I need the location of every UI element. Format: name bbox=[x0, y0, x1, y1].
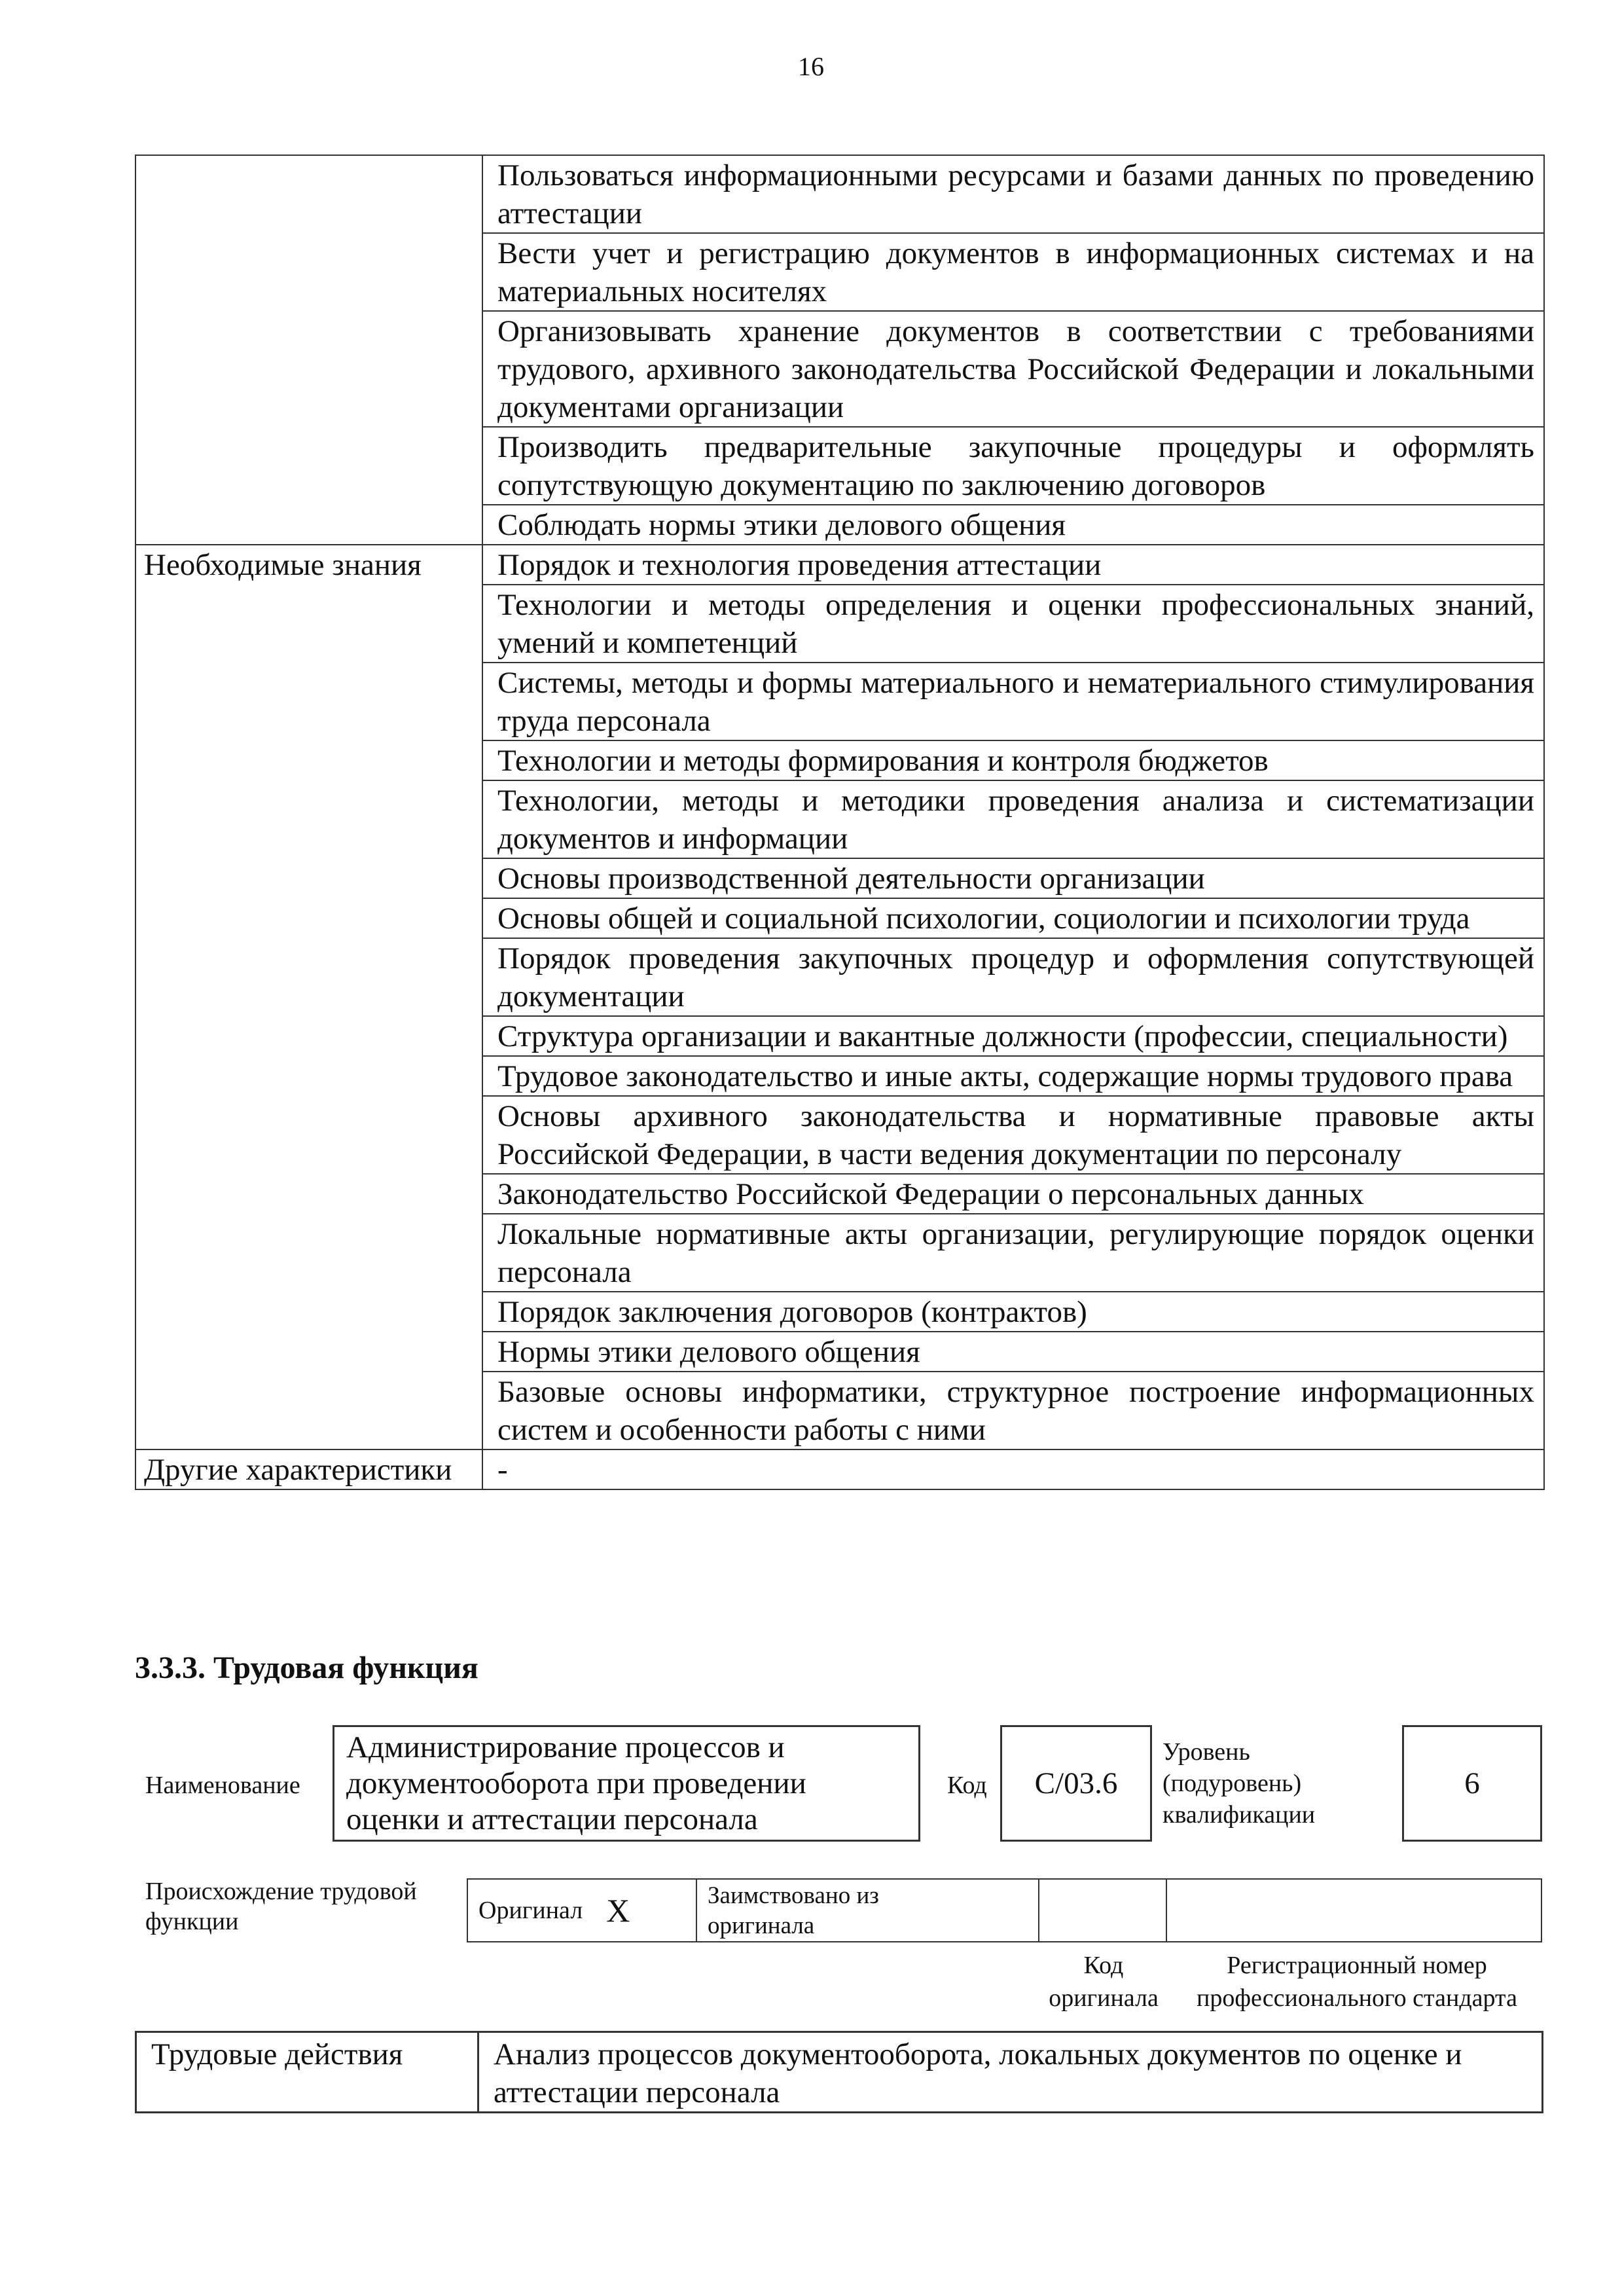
actions-value: Анализ процессов документооборота, локальных документов по оценке и аттестации персонала bbox=[478, 2032, 1543, 2113]
page-number: 16 bbox=[798, 52, 824, 81]
table-cell: Основы архивного законодательства и нормативные правовые акты Российской Федерации, в части ведения документации по персоналу bbox=[482, 1096, 1544, 1174]
table-cell: Структура организации и вакантные должности (профессии, специальности) bbox=[482, 1016, 1544, 1056]
borrowed-label: Заимствовано из оригинала bbox=[708, 1882, 879, 1939]
table-cell: Нормы этики делового общения bbox=[482, 1332, 1544, 1372]
section-header bbox=[135, 155, 482, 545]
function-code: С/03.6 bbox=[1000, 1725, 1152, 1842]
table-cell: Законодательство Российской Федерации о персональных данных bbox=[482, 1174, 1544, 1214]
table-cell: Технологии, методы и методики проведения анализа и систематизации документов и информации bbox=[482, 780, 1544, 858]
original-code-cell bbox=[1039, 1880, 1167, 1941]
table-cell: Основы общей и социальной психологии, социологии и психологии труда bbox=[482, 898, 1544, 938]
origin-row bbox=[467, 1878, 1542, 1942]
actions-label: Трудовые действия bbox=[136, 2032, 478, 2113]
borrowed-cell bbox=[697, 1880, 1039, 1941]
table-cell: Основы производственной деятельности организации bbox=[482, 858, 1544, 898]
name-label: Наименование bbox=[145, 1772, 300, 1799]
table-cell: - bbox=[482, 1449, 1544, 1489]
origin-label-text: Происхождение трудовой функции bbox=[145, 1878, 417, 1935]
original-mark: X bbox=[606, 1892, 630, 1929]
table-cell: Порядок заключения договоров (контрактов) bbox=[482, 1292, 1544, 1332]
caption-reg bbox=[1172, 1949, 1542, 2014]
section-header: Другие характеристики bbox=[135, 1449, 482, 1489]
level-label-text: Уровень (подуровень) квалификации bbox=[1162, 1738, 1316, 1829]
table-cell: Технологии и методы определения и оценки профессиональных знаний, умений и компетенций bbox=[482, 585, 1544, 663]
skills-knowledge-table bbox=[135, 155, 1545, 1490]
table-row bbox=[135, 155, 1544, 233]
origin-label bbox=[145, 1876, 460, 1937]
table-cell: Базовые основы информатики, структурное построение информационных систем и особенности работы с ними bbox=[482, 1372, 1544, 1449]
table-cell: Вести учет и регистрацию документов в информационных системах и на материальных носителях bbox=[482, 233, 1544, 311]
caption-reg-text: Регистрационный номер профессионального стандарта bbox=[1197, 1952, 1517, 2012]
table-cell: Пользоваться информационными ресурсами и базами данных по проведению аттестации bbox=[482, 155, 1544, 233]
table-cell: Технологии и методы формирования и контроля бюджетов bbox=[482, 740, 1544, 780]
table-cell: Соблюдать нормы этики делового общения bbox=[482, 505, 1544, 545]
actions-table bbox=[135, 2031, 1543, 2113]
table-cell: Организовывать хранение документов в соответствии с требованиями трудового, архивного законодательства Российской Федерации и локальными документами организации bbox=[482, 311, 1544, 427]
level-label bbox=[1162, 1736, 1316, 1831]
table-cell: Порядок проведения закупочных процедур и оформления сопутствующей документации bbox=[482, 938, 1544, 1016]
table-row bbox=[136, 2032, 1543, 2113]
reg-number-cell bbox=[1167, 1880, 1541, 1941]
caption-code bbox=[1038, 1949, 1169, 2014]
table-cell: Трудовое законодательство и иные акты, содержащие нормы трудового права bbox=[482, 1056, 1544, 1096]
section-header: Необходимые знания bbox=[135, 545, 482, 1449]
table-cell: Локальные нормативные акты организации, регулирующие порядок оценки персонала bbox=[482, 1214, 1544, 1292]
function-level: 6 bbox=[1402, 1725, 1542, 1842]
function-name: Администрирование процессов и документооборота при проведении оценки и аттестации персонала bbox=[333, 1725, 920, 1842]
table-row bbox=[135, 545, 1544, 585]
code-label: Код bbox=[947, 1772, 987, 1799]
table-cell: Порядок и технология проведения аттестации bbox=[482, 545, 1544, 585]
table-cell: Системы, методы и формы материального и нематериального стимулирования труда персонала bbox=[482, 663, 1544, 740]
table-cell: Производить предварительные закупочные процедуры и оформлять сопутствующую документацию по заключению договоров bbox=[482, 427, 1544, 505]
section-title: 3.3.3. Трудовая функция bbox=[135, 1650, 478, 1685]
original-cell bbox=[468, 1880, 697, 1941]
table-row bbox=[135, 1449, 1544, 1489]
caption-code-text: Код оригинала bbox=[1049, 1952, 1159, 2012]
original-label: Оригинал bbox=[478, 1897, 583, 1924]
